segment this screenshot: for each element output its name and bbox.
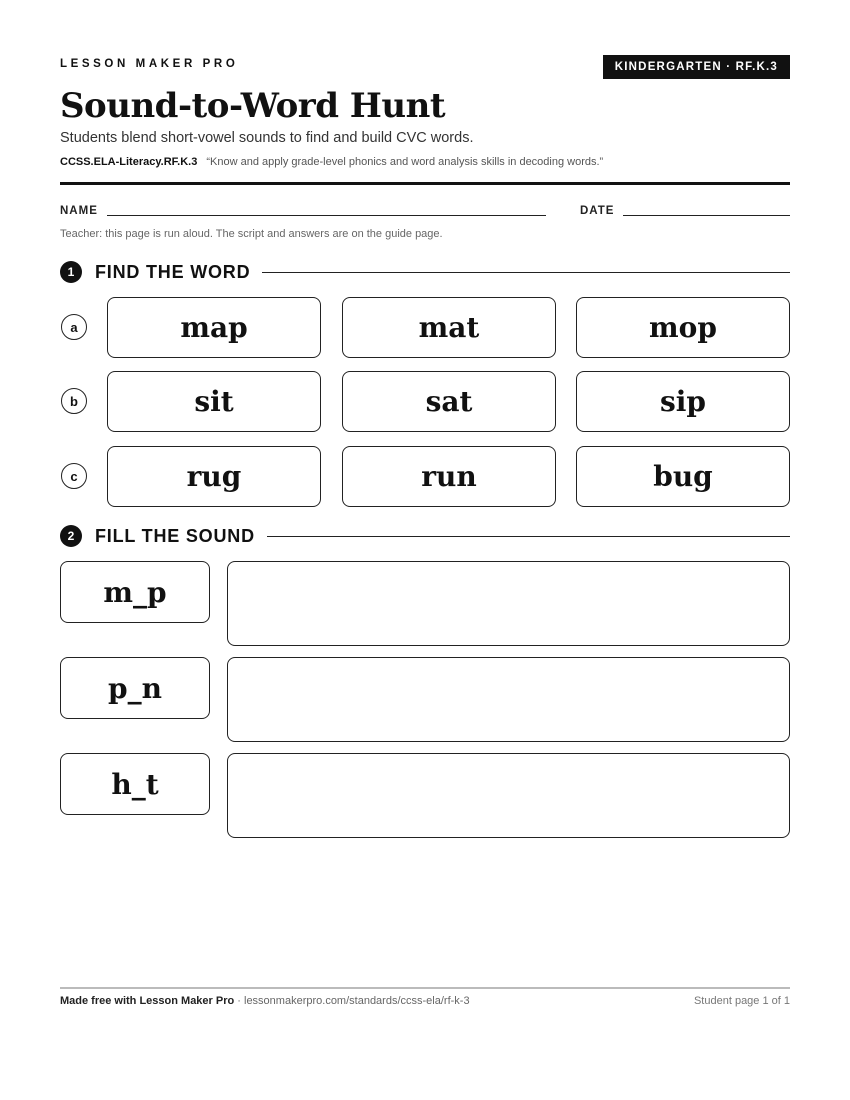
word-pattern-card: h_t [60,753,210,815]
word-choice-card[interactable]: run [342,446,556,507]
standard-code: CCSS.ELA-Literacy.RF.K.3 [60,156,198,168]
section-fill-the-sound-header [60,524,790,548]
word-choice-card[interactable]: sat [342,371,556,432]
word-pattern-card: p_n [60,657,210,719]
worksheet-subtitle: Students blend short-vowel sounds to find and build CVC words. [60,130,474,146]
section-find-the-word-header [60,260,790,284]
word-choice-card[interactable]: sip [576,371,790,432]
brand-name: LESSON MAKER PRO [60,58,239,70]
word-choice-card[interactable]: mop [576,297,790,358]
footer-separator: · [234,995,244,1007]
section-rule [267,536,790,537]
standard-quote: “Know and apply grade-level phonics and word analysis skills in decoding words.” [206,156,604,168]
section-number-badge: 1 [60,261,82,283]
footer-page-number: Student page 1 of 1 [693,995,790,1007]
section-title: FIND THE WORD [95,261,251,282]
row-letter-a: a [61,314,87,340]
section-rule [262,272,790,273]
footer-made-with: Made free with Lesson Maker Pro [60,995,235,1007]
worksheet-title: Sound-to-Word Hunt [60,86,446,126]
date-field[interactable] [623,215,790,216]
word-choice-card[interactable]: bug [576,446,790,507]
word-choice-card[interactable]: mat [342,297,556,358]
grade-badge: KINDERGARTEN · RF.K.3 [603,55,790,79]
name-field[interactable] [107,215,546,216]
standard-line [60,156,603,168]
footer-divider [60,987,790,989]
footer-url[interactable]: lessonmakerpro.com/standards/ccss-ela/rf-k-3 [244,995,470,1007]
teacher-note: Teacher: this page is run aloud. The script and answers are on the guide page. [60,228,443,240]
answer-box[interactable] [227,753,790,838]
header-divider [60,182,790,185]
row-letter-c: c [61,463,87,489]
answer-box[interactable] [227,561,790,646]
footer-credit [60,995,470,1007]
name-label: NAME [60,205,98,217]
section-number-badge: 2 [60,525,82,547]
section-title: FILL THE SOUND [95,525,255,546]
word-pattern-card: m_p [60,561,210,623]
row-letter-b: b [61,388,87,414]
word-choice-card[interactable]: rug [107,446,321,507]
answer-box[interactable] [227,657,790,742]
word-choice-card[interactable]: sit [107,371,321,432]
date-label: DATE [580,205,615,217]
word-choice-card[interactable]: map [107,297,321,358]
